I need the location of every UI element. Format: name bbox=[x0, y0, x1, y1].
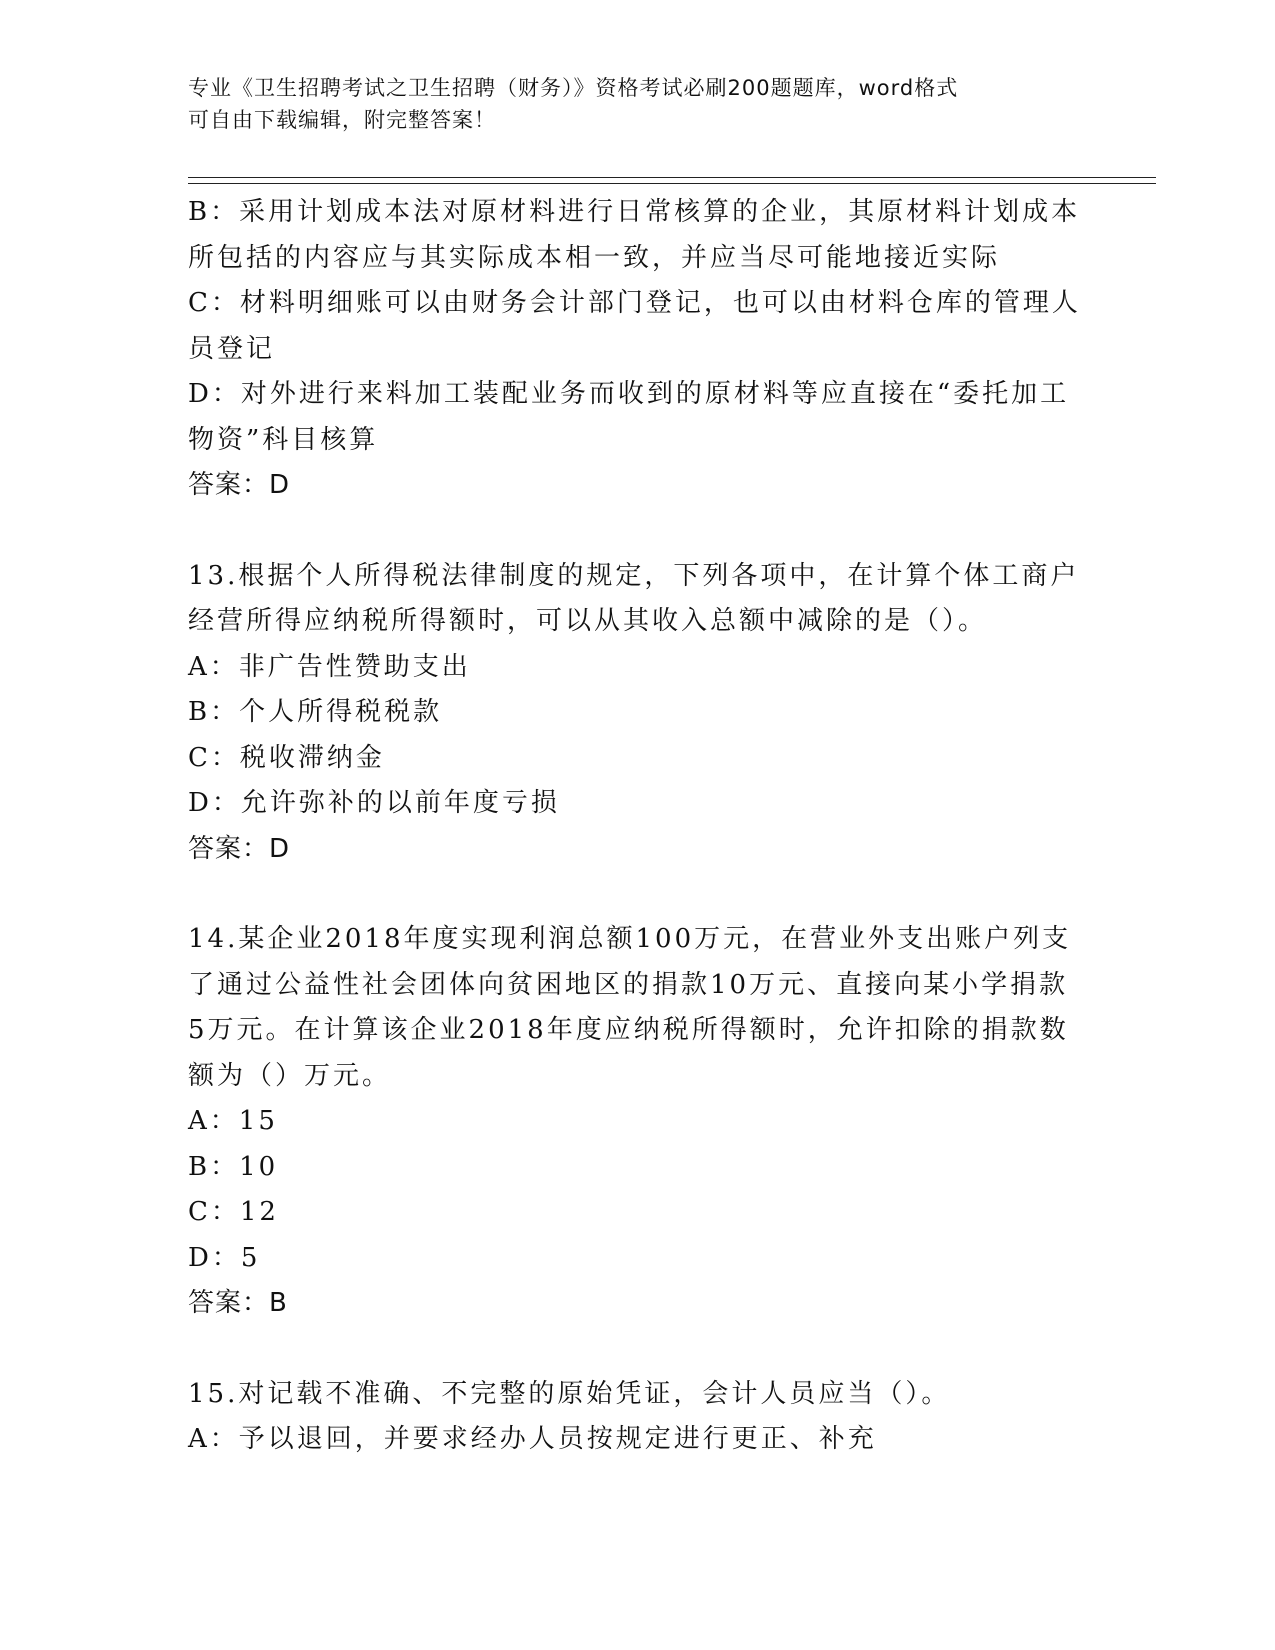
answer: 答案：D bbox=[188, 470, 291, 500]
header-line-2: 可自由下载编辑，附完整答案！ bbox=[188, 108, 496, 132]
option-d-line-2: 物资”科目核算 bbox=[188, 424, 379, 455]
header-rule-bottom bbox=[188, 183, 1156, 184]
option-b-line-2: 所包括的内容应与其实际成本相一致，并应当尽可能地接近实际 bbox=[188, 242, 1001, 273]
question-13 bbox=[188, 554, 1088, 873]
question-12 bbox=[188, 190, 1088, 509]
question-15 bbox=[188, 1372, 1088, 1463]
question-stem-line-2: 经营所得应纳税所得额时，可以从其收入总额中减除的是（）。 bbox=[188, 606, 988, 636]
option-d-line-1: D：对外进行来料加工装配业务而收到的原材料等应直接在“委托加工 bbox=[188, 379, 1070, 409]
spacer bbox=[188, 872, 1088, 917]
question-content bbox=[188, 190, 1088, 1463]
spacer bbox=[188, 509, 1088, 554]
question-stem-line-4: 额为（）万元。 bbox=[188, 1060, 392, 1091]
option-c-line-2: 员登记 bbox=[188, 333, 276, 364]
answer: 答案：D bbox=[188, 833, 291, 864]
question-14 bbox=[188, 917, 1088, 1327]
option-d: D：允许弥补的以前年度亏损 bbox=[188, 788, 560, 818]
answer: 答案：B bbox=[188, 1288, 288, 1318]
option-c: C：12 bbox=[188, 1197, 279, 1227]
question-stem-line-1: 14.某企业2018年度实现利润总额100万元，在营业外支出账户列支 bbox=[188, 924, 1072, 954]
question-stem-line-2: 了通过公益性社会团体向贫困地区的捐款10万元、直接向某小学捐款 bbox=[188, 969, 1069, 1000]
option-a: A：予以退回，并要求经办人员按规定进行更正、补充 bbox=[188, 1424, 877, 1454]
option-a: A：15 bbox=[188, 1106, 278, 1136]
option-a: A：非广告性赞助支出 bbox=[188, 651, 471, 682]
question-stem-line-1: 15.对记载不准确、不完整的原始凭证，会计人员应当（）。 bbox=[188, 1378, 951, 1409]
document-header bbox=[188, 72, 1088, 136]
option-b: B：个人所得税税款 bbox=[188, 697, 443, 727]
header-rule-top bbox=[188, 177, 1156, 178]
header-line-1: 专业《卫生招聘考试之卫生招聘（财务）》资格考试必刷200题题库，word格式 bbox=[188, 76, 959, 100]
question-stem-line-3: 5万元。在计算该企业2018年度应纳税所得额时，允许扣除的捐款数 bbox=[188, 1015, 1069, 1045]
option-b-line-1: B：采用计划成本法对原材料进行日常核算的企业，其原材料计划成本 bbox=[188, 197, 1081, 227]
option-d: D：5 bbox=[188, 1242, 261, 1273]
option-b: B：10 bbox=[188, 1151, 279, 1182]
question-stem-line-1: 13.根据个人所得税法律制度的规定，下列各项中，在计算个体工商户 bbox=[188, 560, 1080, 591]
spacer bbox=[188, 1327, 1088, 1372]
option-c: C：税收滞纳金 bbox=[188, 742, 385, 773]
option-c-line-1: C：材料明细账可以由财务会计部门登记，也可以由材料仓库的管理人 bbox=[188, 288, 1081, 318]
